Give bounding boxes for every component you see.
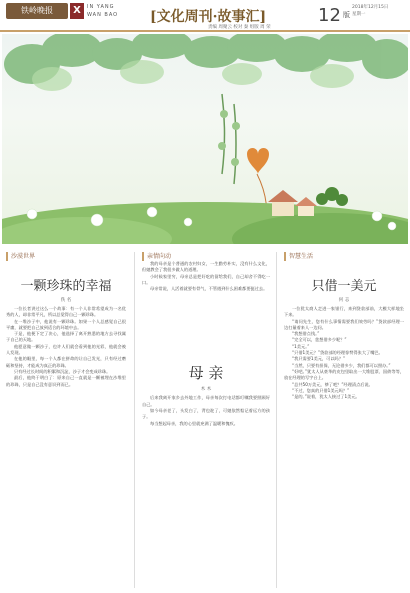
- article-paragraph: 他愿意做一颗沙子，也许人们就会看到他的光彩，他就会被人发现。: [6, 343, 126, 356]
- article-paragraph: 于是，他便下定了决心，他选择了离开熟悉的地方去寻找属于自己的天地。: [6, 331, 126, 343]
- article-author-3: 何 志: [338, 298, 350, 303]
- date-line1: 2018年12月15日: [352, 5, 389, 10]
- article-paragraph: 一位长者讲过这么一个故事：有一个人非常希望成为一名优秀的人，却非常平凡，所以总觉得自己一颗珍珠。: [6, 306, 126, 318]
- article-title-1: 一颗珍珠的幸福: [20, 279, 112, 294]
- article-title-2: 母 亲: [188, 364, 224, 383]
- article-column-1: [6, 252, 126, 388]
- article-paragraph: “当然，只要有担保，无论借多少，我们都可以照办。”: [292, 362, 391, 368]
- article-paragraph: “只借1美元？”贷款部的经理惊愕得张大了嘴巴。: [292, 350, 383, 356]
- date-line2: 星期一: [352, 12, 366, 17]
- article-paragraph: 一位犹太商人走进一家银行，来到贷款部前，大模大样地坐下来。: [284, 306, 404, 318]
- article-paragraph: “不过，您真的只借1美元吗？”: [292, 387, 350, 393]
- column-divider: [134, 252, 135, 588]
- column-tag-1: 沙漠世界: [6, 252, 126, 261]
- spring-landscape-illustration: [2, 34, 408, 244]
- article-paragraph: “我只需要1美元，可以吗？”: [292, 356, 346, 362]
- article-paragraph: 在一堆沙子中，他说有一颗珍珠。如果一个人总感觉自己很平庸，就要把自己放到适合的环境中去。: [6, 318, 126, 330]
- article-author-2: 木 木: [200, 387, 212, 393]
- article-paragraph: 小时候家里穷，母亲总是把好吃的留给我们，自己却舍不得吃一口。: [142, 273, 270, 285]
- paper-en-line1: IN YANG: [87, 4, 115, 10]
- article-paragraph: “请问先生，您有什么事情需要我们效劳吗？”贷款部经理一边打量着来人一边问。: [284, 318, 404, 330]
- paper-english-name: [87, 3, 118, 19]
- newspaper-logo: 铁岭晚报: [6, 3, 68, 19]
- article-paragraph: “我想借点钱。”: [292, 331, 320, 337]
- article-paragraph: “好吧。”犹太人从豪华的皮包里取出一大堆股票、国债等等，放在经理的写字台上。: [284, 368, 404, 381]
- page-suffix: 版: [343, 11, 350, 19]
- issue-date: [352, 4, 388, 18]
- article-paragraph: “1美元。”: [292, 343, 310, 349]
- article-paragraph: 在他的眼里，每一个人都在拼命的让自己发光，只有经过磨砺和坚持，才能成为真正的珍珠。: [6, 356, 126, 368]
- article-column-2: [142, 252, 270, 427]
- page-number: 12: [318, 5, 341, 26]
- article-paragraph: “总共50万美元，够了吧？”经理清点后说。: [292, 381, 373, 387]
- article-paragraph: 只有经过长时间的积累和沉淀，沙子才会变成珍珠。: [14, 368, 111, 374]
- x-letter-badge: X: [70, 3, 84, 19]
- paper-en-line2: WAN BAO: [87, 12, 119, 18]
- column-tag-2: 亲情向动: [142, 252, 270, 261]
- article-paragraph: “完全可以，您想借多少呢？”: [292, 337, 347, 343]
- article-paragraph: 最后，他终于明白了：原来自己一直就是一颗被埋在沙堆里的珍珠，只是自己没有意识到而已。: [6, 375, 126, 387]
- article-paragraph: “是的。”说着，犹太人接过了1美元。: [292, 394, 360, 400]
- column-tag-3: 智慧生活: [284, 252, 404, 261]
- article-paragraph: 我的母亲是个普通的农村妇女，一生勤劳朴实，没有什么文化，但她教会了我很多做人的道理。: [142, 261, 270, 273]
- article-paragraph: 母亲常说，人活着就要有骨气，不管遇到什么困难都要挺过去。: [150, 286, 268, 292]
- section-title: [文化周刊·故事汇]: [150, 9, 267, 25]
- column-divider: [276, 252, 277, 588]
- article-paragraph: 如今母亲老了，头发白了，背也驼了，可她依然惦记着远方的孩子。: [142, 408, 270, 420]
- article-author-1: 佚 名: [60, 298, 72, 303]
- editor-credits: 责编 周聚云 校对 秦 组版 周 荣: [208, 25, 271, 30]
- masthead: [0, 0, 410, 32]
- article-title-3: 只借一美元: [311, 279, 377, 294]
- article-paragraph: 每当想起母亲，我的心里就充满了温暖和愧疚。: [150, 420, 238, 426]
- hero-illustration: [2, 34, 408, 244]
- article-paragraph: 后来我离开家乡去外地工作，母亲每次打电话都叮嘱我要照顾好自己。: [142, 395, 270, 407]
- article-column-3: [284, 252, 404, 400]
